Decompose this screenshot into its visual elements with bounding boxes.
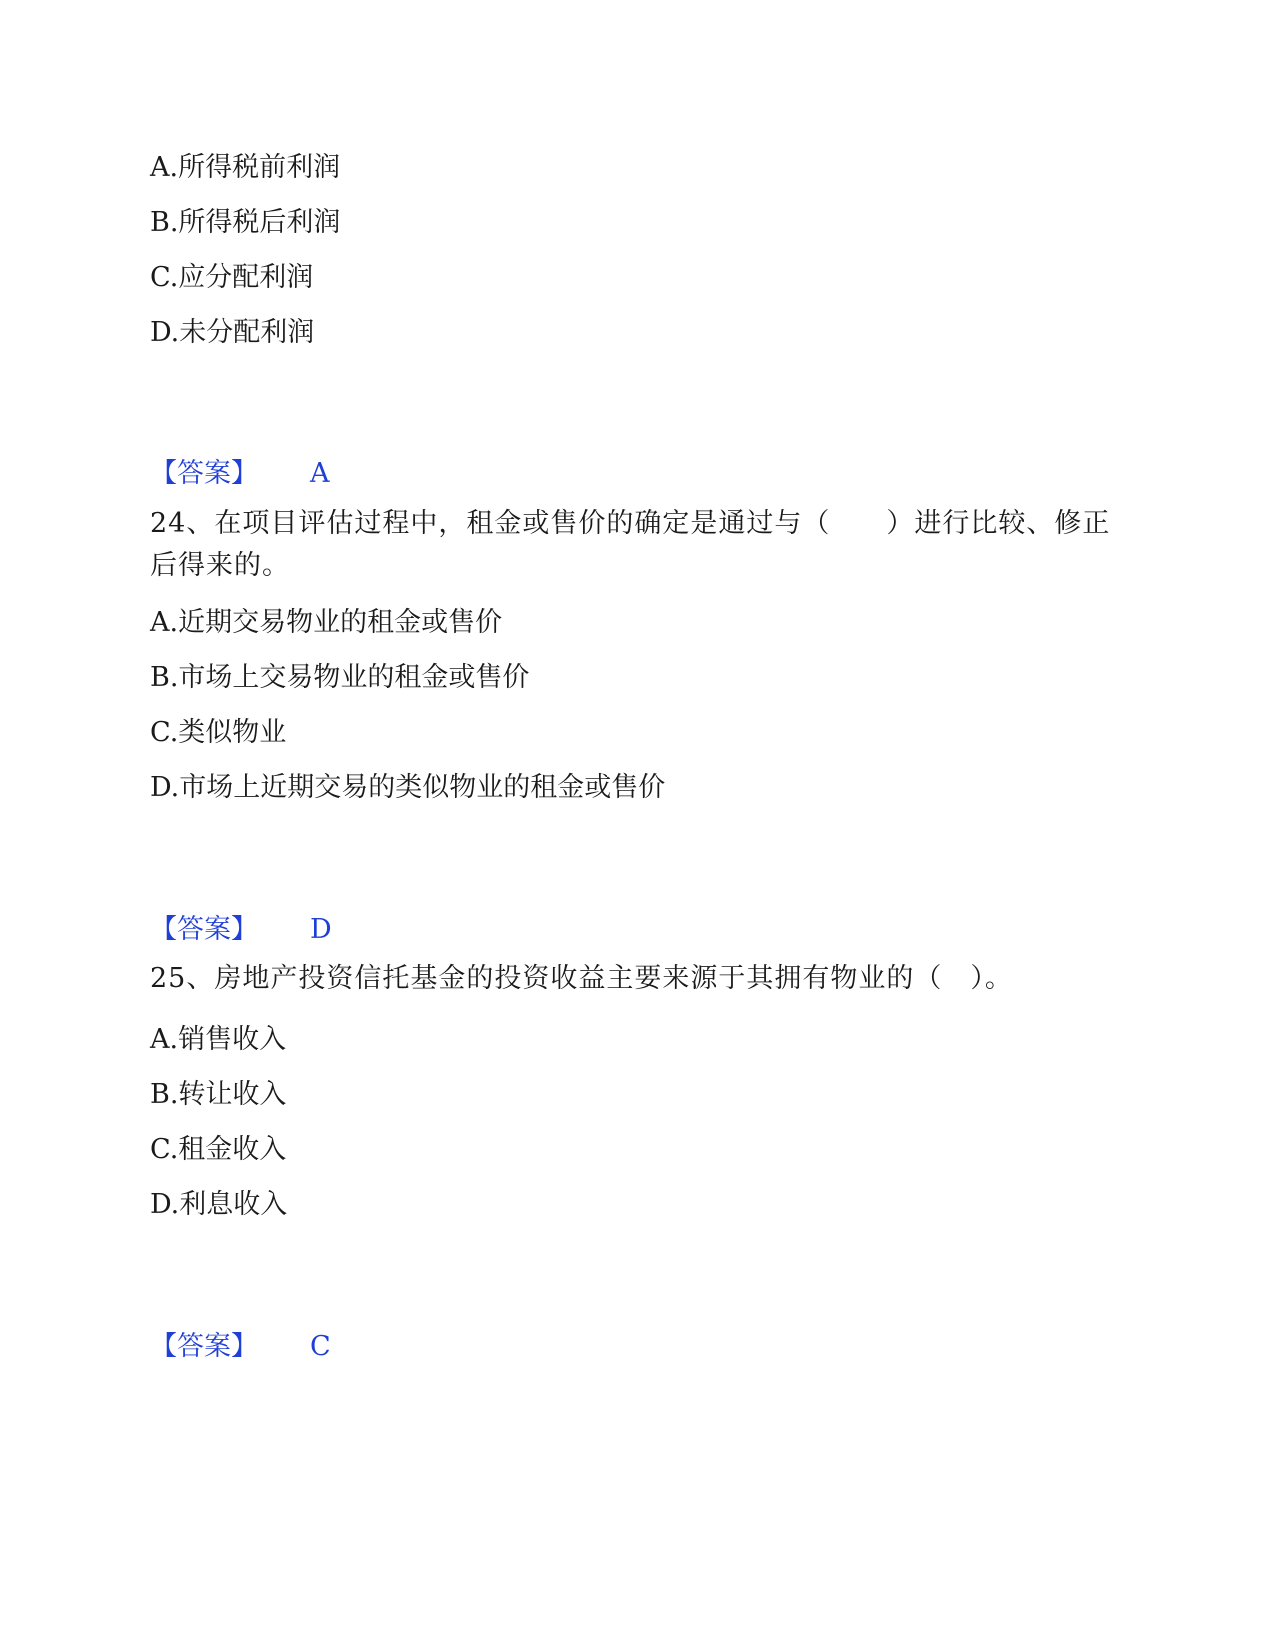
q24-option-d: D.市场上近期交易的类似物业的租金或售价 <box>150 772 666 803</box>
q23-option-b: B.所得税后利润 <box>150 207 341 238</box>
q25-option-b: B.转让收入 <box>150 1079 287 1110</box>
q25-stem: 25、房地产投资信托基金的投资收益主要来源于其拥有物业的（ ）。 <box>150 963 1013 994</box>
q25-answer <box>150 1327 331 1367</box>
q25-option-d: D.利息收入 <box>150 1189 288 1220</box>
q23-option-d: D.未分配利润 <box>150 317 315 348</box>
answer-value: A <box>310 458 330 489</box>
q25-option-c: C.租金收入 <box>150 1134 287 1165</box>
answer-label: 【答案】 <box>150 1331 258 1362</box>
q24-option-b: B.市场上交易物业的租金或售价 <box>150 662 530 693</box>
q23-option-c: C.应分配利润 <box>150 262 314 293</box>
answer-value: C <box>310 1331 331 1362</box>
answer-label: 【答案】 <box>150 914 258 945</box>
answer-label: 【答案】 <box>150 458 258 489</box>
answer-value: D <box>310 914 332 945</box>
q24-answer <box>150 910 332 950</box>
q24-stem: 24、在项目评估过程中，租金或售价的确定是通过与（ ）进行比较、修正后得来的。 <box>150 508 1111 581</box>
q25-option-a: A.销售收入 <box>150 1024 287 1055</box>
q23-option-a: A.所得税前利润 <box>150 152 341 183</box>
q24-option-a: A.近期交易物业的租金或售价 <box>150 607 503 638</box>
q24-option-c: C.类似物业 <box>150 717 287 748</box>
q23-answer <box>150 454 330 494</box>
